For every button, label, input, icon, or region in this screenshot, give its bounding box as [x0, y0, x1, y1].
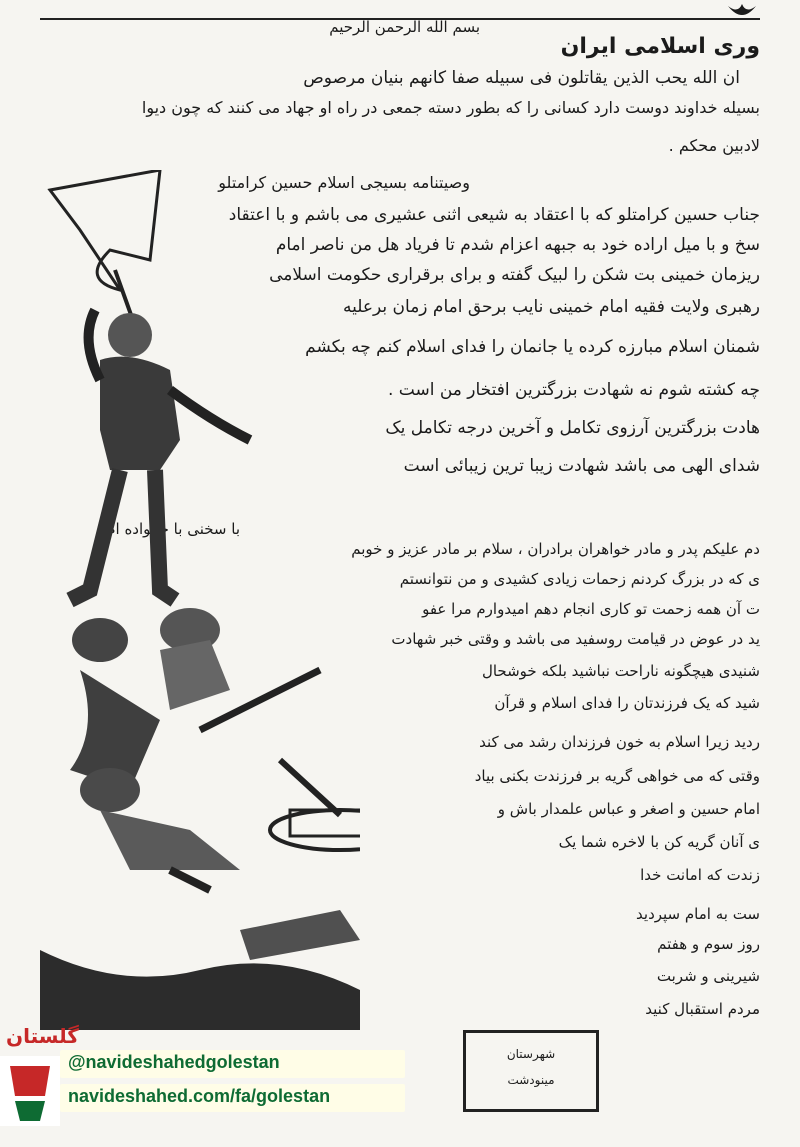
brand-handle-bar [60, 1050, 405, 1078]
family-line: ت آن همه زحمت تو کاری انجام دهم امیدوارم مرا عفو [422, 600, 760, 618]
family-line: وقتی که می خواهی گریه بر فرزندت بکنی بیاد [474, 767, 760, 785]
war-illustration [40, 170, 360, 1030]
emblem-icon [724, 2, 760, 24]
will-line: شدای الهی می باشد شهادت زیبا ترین زیبائی است [403, 456, 760, 476]
basmala: بسم الله الرحمن الرحیم [329, 18, 480, 36]
family-line: ست به امام سپردید [636, 905, 760, 923]
brand-url-bar [60, 1084, 405, 1112]
will-line: ریزمان خمینی بت شکن را لبیک گفته و برای برقراری حکومت اسلامی [269, 265, 760, 285]
family-line: ردید زیرا اسلام به خون فرزندان رشد می کند [479, 733, 760, 751]
will-line: هادت بزرگترین آرزوی تکامل و آخرین درجه تکامل یک [385, 418, 760, 438]
verse-line: ان الله یحب الذین یقاتلون فی سبیله صفا کانهم بنیان مرصوص [303, 68, 740, 88]
family-line: ی که در بزرگ کردنم زحمات زیادی کشیدی و من نتوانستم [399, 570, 760, 588]
will-line: جناب حسین کرامتلو که با اعتقاد به شیعی اثنی عشیری می باشم و با اعتقاد [228, 205, 760, 225]
will-line: سخ و با میل اراده خود به جبهه اعزام شدم تا فریاد هل من ناصر امام [275, 235, 760, 255]
brand-watermark [0, 1024, 410, 1124]
brand-name: گلستان [6, 1024, 79, 1048]
brand-handle: @navideshahedgolestan [68, 1052, 280, 1072]
family-line: مردم استقبال کنید [645, 1000, 760, 1018]
family-line: ید در عوض در قیامت روسفید می باشد و وقتی خبر شهادت [391, 630, 760, 648]
family-line: روز سوم و هفتم [657, 935, 760, 953]
city-stamp [463, 1030, 599, 1112]
top-header-strip [40, 0, 760, 20]
brand-url: navideshahed.com/fa/golestan [68, 1086, 331, 1106]
family-line: شنیدی هیچگونه ناراحت نباشید بلکه خوشحال [481, 662, 760, 680]
family-line: دم علیکم پدر و مادر خواهران برادران ، سلام بر مادر عزیز و خوبم [351, 540, 760, 558]
republic-title: وری اسلامی ایران [560, 34, 760, 59]
stamp-city-name: مینودشت [507, 1073, 555, 1087]
family-section-title: با سخنی با خانواده ام [106, 520, 240, 538]
verse-translation-end: لادبین محکم . [668, 136, 760, 155]
verse-translation-line: بسیله خداوند دوست دارد کسانی را که بطور دسته جمعی در راه او جهاد می کنند که چون دیوا [141, 98, 760, 117]
brand-logo-icon [0, 1056, 60, 1126]
will-line: شمنان اسلام مبارزه کرده یا جانمان را فدای اسلام کنم چه بکشم [305, 337, 760, 357]
will-line: چه کشته شوم نه شهادت بزرگترین افتخار من است . [387, 380, 760, 400]
family-line: شید که یک فرزندتان را فدای اسلام و قرآن [494, 694, 760, 712]
family-line: امام حسین و اصغر و عباس علمدار باش و [497, 800, 760, 818]
family-line: زندت که امانت خدا [640, 866, 760, 884]
will-line: رهبری ولایت فقیه امام خمینی نایب برحق امام زمان برعلیه [343, 297, 760, 317]
will-title: وصیتنامه بسیجی اسلام حسین کرامتلو [218, 173, 470, 192]
family-line: شیرینی و شربت [656, 967, 760, 985]
stamp-city-label: شهرستان [506, 1047, 556, 1061]
family-line: ی آنان گریه کن با لاخره شما یک [558, 833, 760, 851]
